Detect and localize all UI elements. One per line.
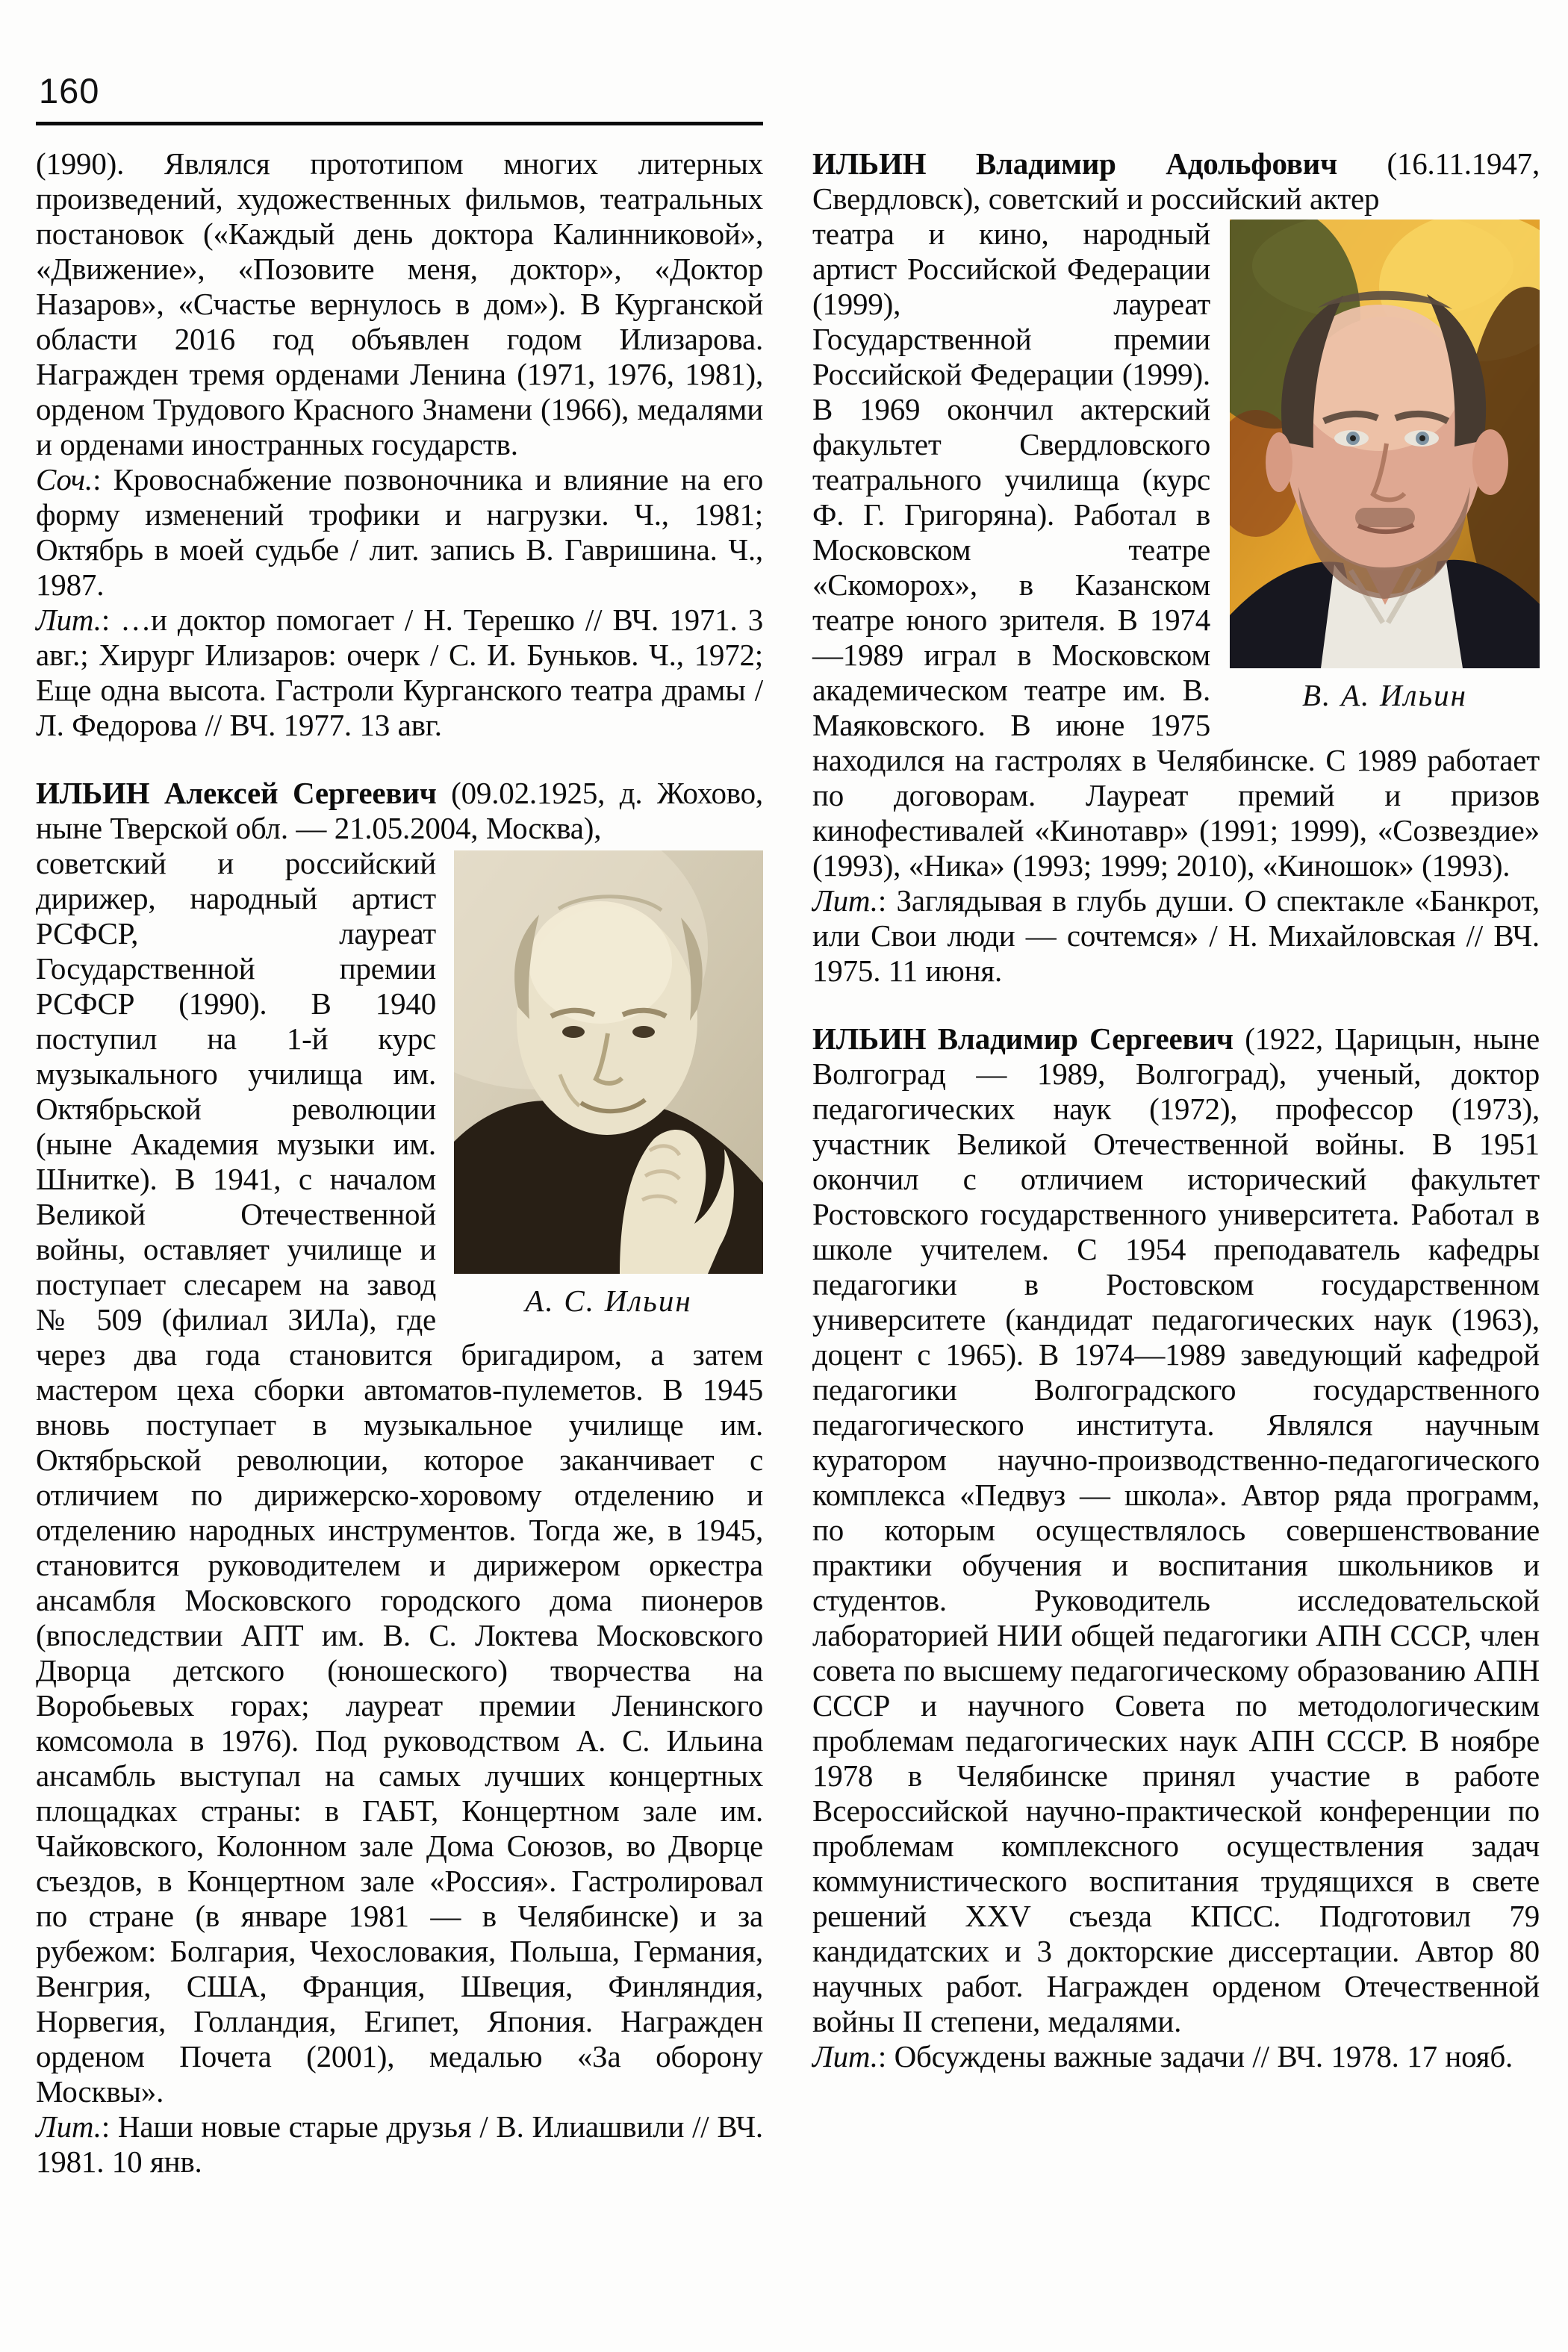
portrait-image-va-ilyin bbox=[1230, 220, 1540, 668]
entry-heading bbox=[812, 146, 1540, 217]
entry-body-text: (1922, Царицын, ныне Волгоград — 1989, Волгоград), ученый, доктор педагогических наук (1972), профессор (1973), участник Великой Отечественной войны. В 1951 окончил с отличием исторический факультет Ростовского государственного университета. Работал в школе учителем. С 1954 преподаватель кафедры педагогики в Ростовском государственном университете (кандидат педагогических наук (1963), доцент с 1965). В 1974—1989 заведующий кафедрой педагогики Волгоградского государственного педагогического института. Являлся научным куратором научно-производственно-педагогического комплекса «Педвуз — школа». Автор ряда программ, по которым осуществлялось совершенствование практики обучения и воспитания школьников и студентов. Руководитель исследовательской лабораторией НИИ общей педагогики АПН СССР, член совета по высшему педагогическому образованию АПН СССР и научного Совета по методологическим проблемам педагогических наук АПН СССР. В ноябре 1978 в Челябинске принял участие в работе Всероссийской научно-практической конференции по проблемам комплексного осуществления задач коммунистического воспитания трудящихся в свете решений XXV съезда КПСС. Подготовил 79 кандидатских и 3 докторские диссертации. Автор 80 научных работ. Награжден орденом Отечественной войны II степени, медалями. bbox=[812, 1021, 1540, 2038]
header-rule bbox=[36, 122, 763, 125]
lit-label: Лит. bbox=[36, 2109, 102, 2144]
paragraph-lit bbox=[36, 2109, 763, 2180]
portrait-photo-as-ilyin bbox=[454, 850, 763, 1318]
entry-name: ИЛЬИН Алексей Сергеевич bbox=[36, 776, 437, 810]
entry-ilyin-vladimir-adolfovich bbox=[812, 146, 1540, 989]
photo-caption: А. С. Ильин bbox=[525, 1284, 692, 1318]
lit-text: : Обсуждены важные задачи // ВЧ. 1978. 17 нояб. bbox=[877, 2039, 1513, 2073]
lit-label: Лит. bbox=[812, 883, 878, 918]
column-left bbox=[36, 146, 763, 2180]
paragraph-lit bbox=[36, 603, 763, 743]
soch-text: : Кровоснабжение позвоночника и влияние на его форму изменений трофики и нагрузки. Ч., 1981; Октябрь в моей судьбе / лит. запись В. Гавришина. Ч., 1987. bbox=[36, 462, 763, 602]
paragraph-lit bbox=[812, 883, 1540, 989]
portrait-image-as-ilyin bbox=[454, 850, 763, 1274]
lit-label: Лит. bbox=[812, 2039, 878, 2073]
lit-text: : …и доктор помогает / Н. Терешко // ВЧ. 1971. 3 авг.; Хирург Илизаров: очерк / С. И. Буньков. Ч., 1972; Еще одна высота. Гастроли Курганского театра драмы / Л. Федорова // ВЧ. 1977. 13 авг. bbox=[36, 603, 763, 742]
paragraph-lit bbox=[812, 2039, 1540, 2074]
lit-text: : Наши новые старые друзья / В. Илиашвили // ВЧ. 1981. 10 янв. bbox=[36, 2109, 763, 2179]
entry-body bbox=[812, 217, 1540, 883]
entry-heading bbox=[36, 776, 763, 846]
paragraph-soch bbox=[36, 462, 763, 603]
page-number: 160 bbox=[39, 71, 100, 111]
entry-name: ИЛЬИН Владимир Сергеевич bbox=[812, 1021, 1233, 1056]
paragraph-continuation bbox=[36, 146, 763, 462]
entry-ilyin-vladimir-sergeevich bbox=[812, 1021, 1540, 2074]
entry-ilyin-aleksey-sergeevich bbox=[36, 776, 763, 2180]
lit-label: Лит. bbox=[36, 603, 102, 637]
entry-body-text: советский и российский дирижер, народный артист РСФСР, лауреат Государственной премии РСФСР (1990). В 1940 поступил на 1-й курс музыкального училища им. Октябрьской революции (ныне Академия музыки им. Шнитке). В 1941, с началом Великой Отечественной войны, оставляет училище и поступает слесарем на завод № 509 (филиал ЗИЛа), где через два года становится бригадиром, а затем мастером цеха сборки автоматов-пулеметов. В 1945 вновь поступает в музыкальное училище им. Октябрьской революции, которое заканчивает с отличием по дирижерско-хоровому отделению и отделению народных инструментов. Тогда же, в 1945, становится руководителем и дирижером оркестра ансамбля Московского городского дома пионеров (впоследствии АПТ им. В. С. Локтева Московского Дворца детского (юношеского) творчества на Воробьевых горах; лауреат премии Ленинского комсомола в 1976). Под руководством А. С. Ильина ансамбль выступал на самых лучших концертных площадках страны: в ГАБТ, Концертном зале им. Чайковского, Колонном зале Дома Союзов, во Дворце съездов, в Концертном зале «Россия». Гастролировал по стране (в январе 1981 — в Челябинске) и за рубежом: Болгария, Чехословакия, Польша, Германия, Венгрия, США, Франция, Швеция, Финляндия, Норвегия, Голландия, Египет, Япония. Награжден орденом Почета (2001), медалью «За оборону Москвы». bbox=[36, 846, 763, 2109]
lit-text: : Заглядывая в глубь души. О спектакле «Банкрот, или Свои люди — сочтемся» / Н. Михайловская // ВЧ. 1975. 11 июня. bbox=[812, 883, 1540, 988]
soch-label: Соч. bbox=[36, 462, 93, 497]
entry-body bbox=[812, 1021, 1540, 2039]
portrait-photo-va-ilyin bbox=[1230, 220, 1540, 712]
entry-name: ИЛЬИН Владимир Адольфович bbox=[812, 146, 1338, 181]
entry-body-text: театра и кино, народный артист Российской Федерации (1999), лауреат Государственной премии Российской Федерации (1999). В 1969 окончил актерский факультет Свердловского театрального училища (курс Ф. Г. Григоряна). Работал в Московском театре «Скоморох», в Казанском театре юного зрителя. В 1974—1989 играл в Московском академическом театре им. В. Маяковского. В июне 1975 находился на гастролях в Челябинске. С 1989 работает по договорам. Лауреат премий и призов кинофестивалей «Кинотавр» (1991; 1999), «Созвездие» (1993), «Ника» (1993; 1999; 2010), «Киношок» (1993). bbox=[812, 217, 1540, 883]
entry-body bbox=[36, 846, 763, 2109]
entry-head-text: (09.02.1925, д. Жохово, ныне Тверской обл. — 21.05.2004, Москва), bbox=[36, 776, 763, 845]
column-right bbox=[812, 146, 1540, 2074]
photo-caption: В. А. Ильин bbox=[1301, 678, 1468, 712]
entry-head-text: (16.11.1947, Свердловск), советский и российский актер bbox=[812, 146, 1540, 216]
continuation-text: (1990). Являлся прототипом многих литерных произведений, художественных фильмов, театральных постановок («Каждый день доктора Калинниковой», «Движение», «Позовите меня, доктор», «Доктор Назаров», «Счастье вернулось в дом»). В Курганской области 2016 год объявлен годом Илизарова. Награжден тремя орденами Ленина (1971, 1976, 1981), орденом Трудового Красного Знамени (1966), медалями и орденами иностранных государств. bbox=[36, 146, 763, 461]
